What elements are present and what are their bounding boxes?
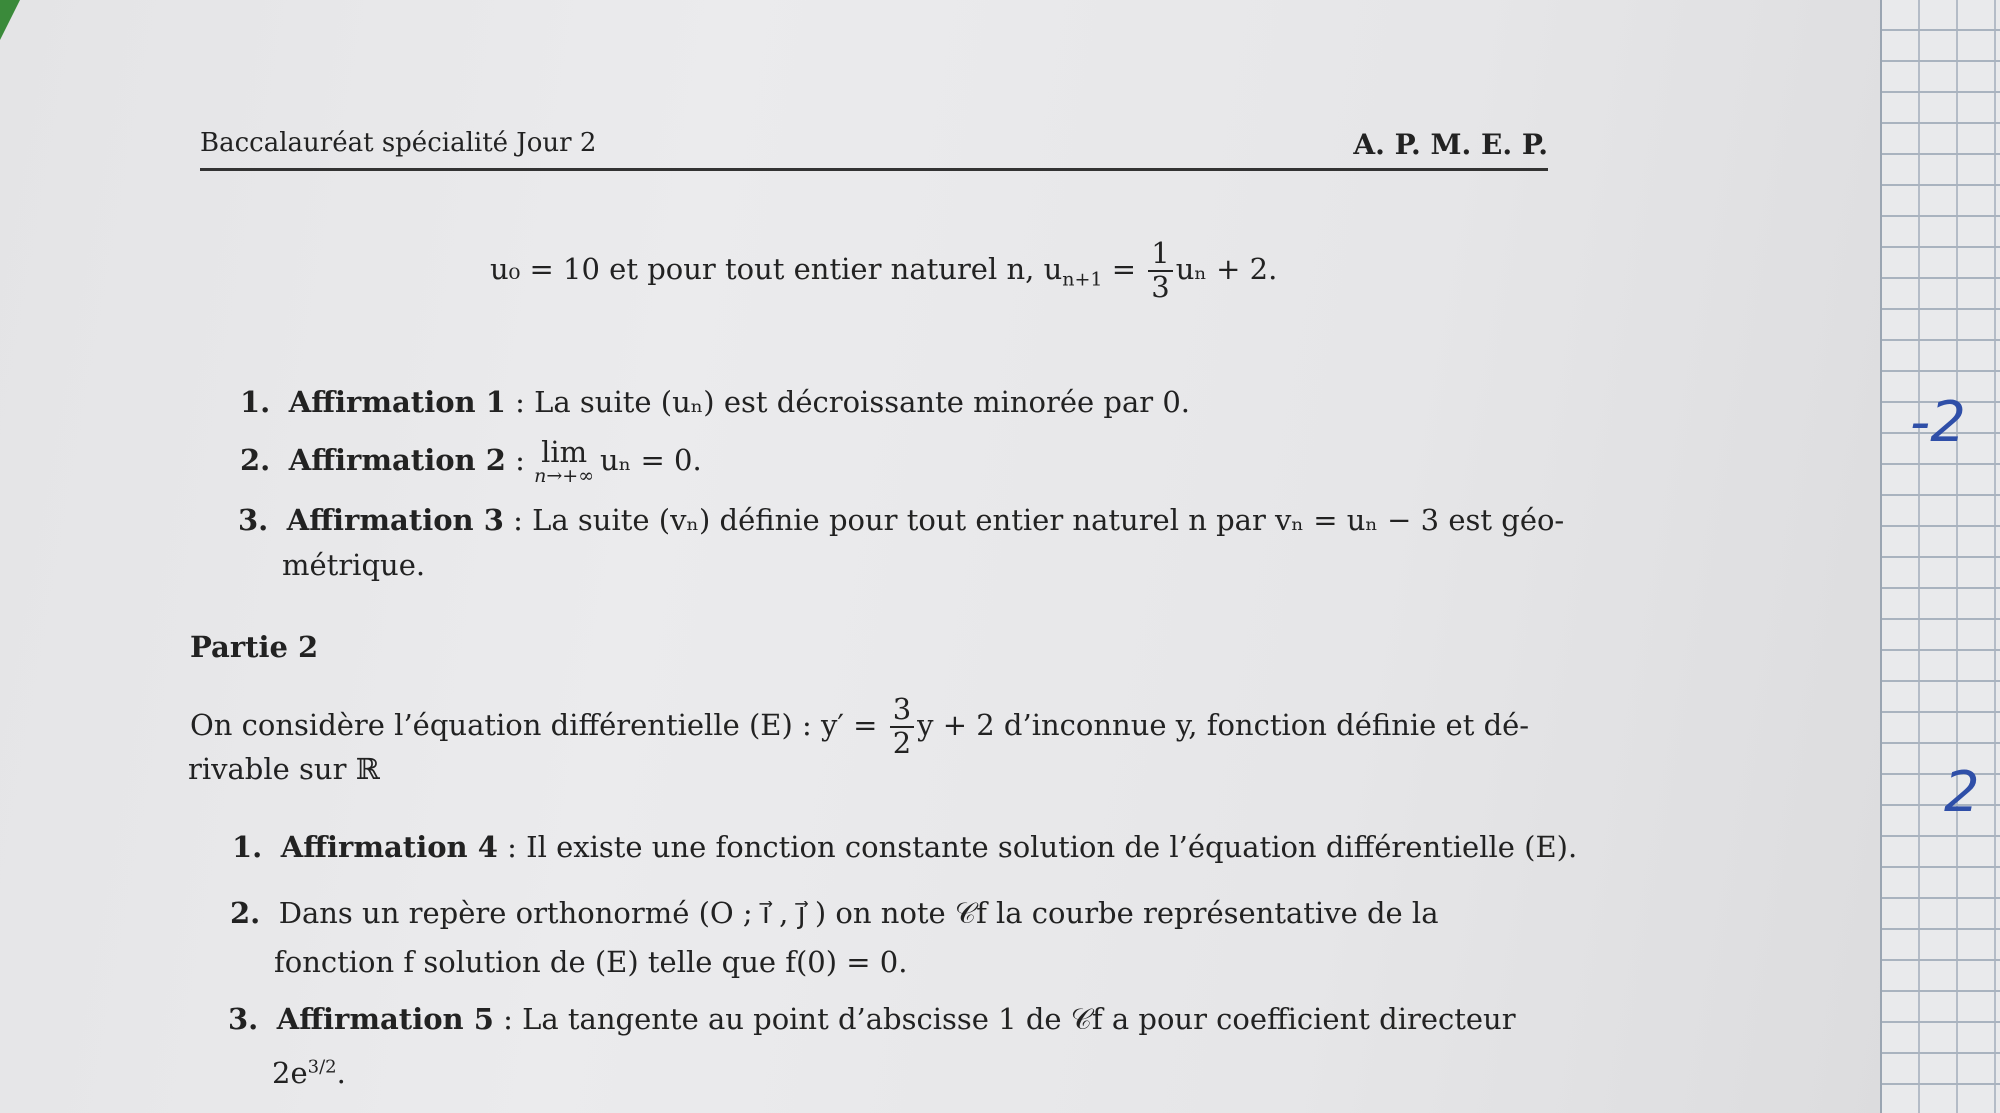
- affirmation-5-continued: [272, 1056, 346, 1090]
- sequence-end: uₙ + 2.: [1175, 251, 1278, 286]
- item-number: 1.: [240, 385, 271, 419]
- fraction-den: 2: [892, 725, 912, 760]
- item-text: : La suite (uₙ) est décroissante minorée par 0.: [505, 385, 1190, 419]
- item-text: Dans un repère orthonormé (O ; i⃗ , j⃗ ) on note 𝒞f la courbe représentative de la: [278, 896, 1439, 930]
- page-header: [200, 126, 1548, 171]
- handwritten-mark-2: 2: [1944, 760, 1980, 825]
- item-number: 3.: [238, 503, 269, 537]
- lim-sub: n→+∞: [534, 465, 595, 487]
- item-label: Affirmation 4: [280, 830, 498, 864]
- fraction-den: 3: [1151, 269, 1170, 304]
- item-text: : La suite (vₙ) définie pour tout entier naturel n par vₙ = uₙ − 3 est géo-: [503, 503, 1565, 537]
- header-publisher: A. P. M. E. P.: [1353, 128, 1548, 161]
- item-number: 3.: [228, 1002, 259, 1036]
- intro-text-2: y + 2 d’inconnue y, fonction définie et dé-: [917, 707, 1530, 742]
- part-2-title: Partie 2: [190, 630, 319, 664]
- item-end: .: [336, 1056, 346, 1090]
- affirmation-3: [238, 503, 1564, 537]
- affirmation-1: [240, 385, 1190, 419]
- sequence-definition: [490, 238, 1277, 304]
- sequence-sub: n+1: [1062, 268, 1103, 291]
- item-number: 2.: [240, 443, 271, 477]
- affirmation-2: [240, 435, 702, 487]
- item-colon: :: [505, 443, 535, 477]
- item-label: Affirmation 5: [276, 1002, 494, 1036]
- item-text: 2e: [272, 1056, 308, 1090]
- item-2-repere: [230, 896, 1438, 931]
- squared-paper-sheet: [1880, 0, 2000, 1113]
- differential-equation-intro: [190, 694, 1529, 760]
- intro-fraction: [890, 694, 914, 760]
- item-text: : La tangente au point d’abscisse 1 de 𝒞f a pour coefficient directeur: [493, 1002, 1516, 1036]
- green-corner: [0, 0, 20, 40]
- item-number: 2.: [230, 896, 261, 930]
- lim-word: lim: [541, 435, 588, 469]
- handwritten-mark-1: -2: [1910, 390, 1966, 455]
- item-text: : Il existe une fonction constante solution de l’équation différentielle (E).: [497, 830, 1578, 864]
- item-label: Affirmation 3: [286, 503, 504, 537]
- affirmation-3-continued: [282, 548, 425, 582]
- item-label: Affirmation 2: [288, 443, 506, 477]
- fraction-num: 1: [1148, 238, 1172, 272]
- affirmation-5: [228, 1002, 1516, 1037]
- exponent: 3/2: [307, 1056, 337, 1078]
- item-text: fonction f solution de (E) telle que f(0) = 0.: [274, 945, 908, 979]
- affirmation-4: [232, 830, 1577, 864]
- intro-text: On considère l’équation différentielle (E) : y′ =: [190, 707, 887, 742]
- limit-operator: [534, 435, 595, 487]
- sequence-fraction: [1148, 238, 1172, 304]
- item-text: métrique.: [282, 548, 426, 582]
- item-label: Affirmation 1: [288, 385, 506, 419]
- item-text: uₙ = 0.: [600, 443, 702, 477]
- intro-text-3: rivable sur ℝ: [188, 752, 380, 786]
- item-number: 1.: [232, 830, 263, 864]
- sequence-start: u₀ = 10 et pour tout entier naturel n, u: [490, 251, 1063, 286]
- fraction-num: 3: [890, 694, 914, 728]
- sequence-equals: =: [1102, 251, 1146, 286]
- differential-equation-intro-continued: [188, 752, 380, 786]
- item-2-continued: [274, 945, 907, 979]
- header-title: Baccalauréat spécialité Jour 2: [200, 128, 597, 158]
